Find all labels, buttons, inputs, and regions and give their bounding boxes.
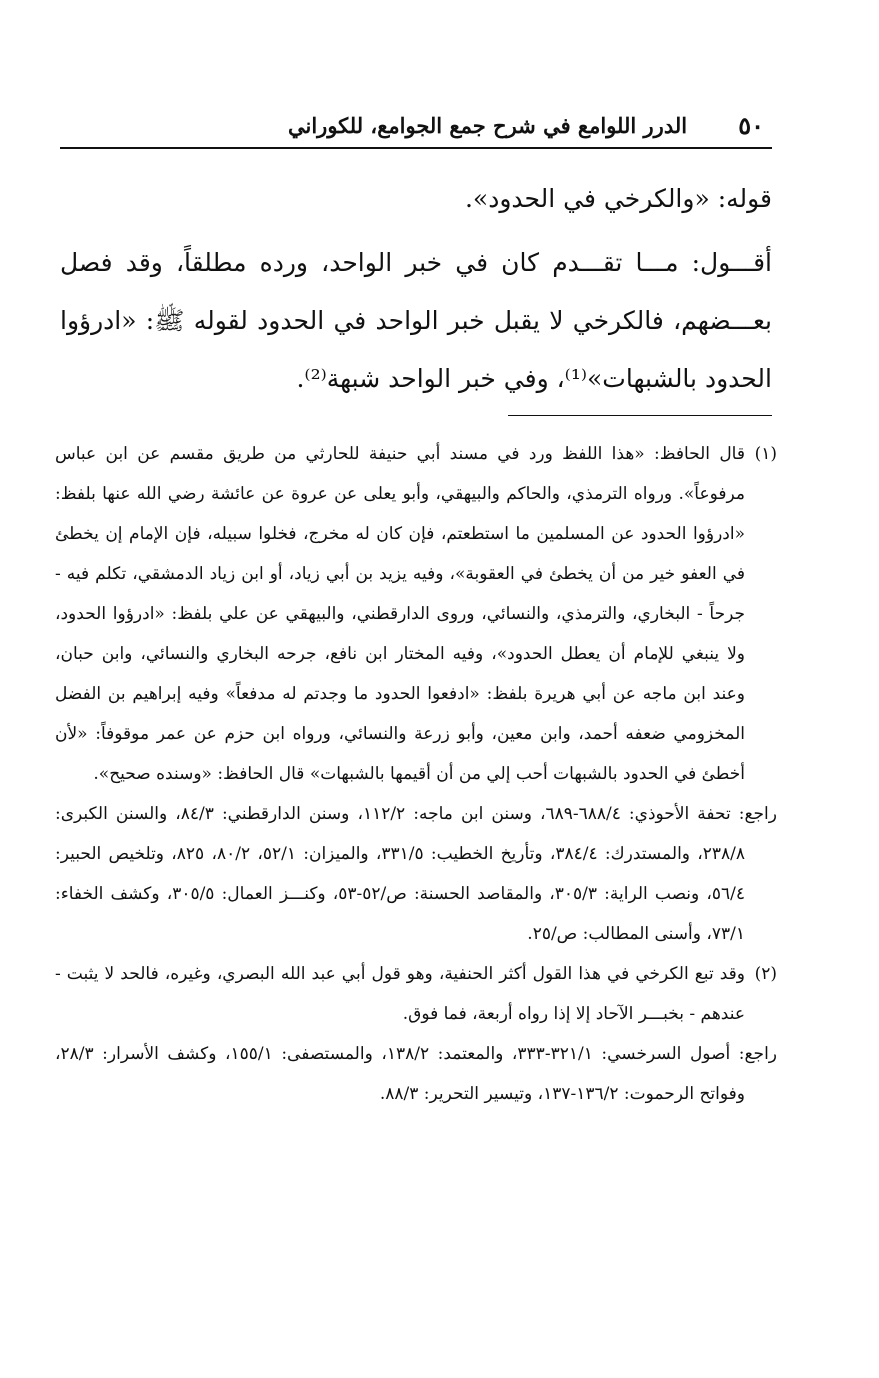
footnote-text: وقد تبع الكرخي في هذا القول أكثر الحنفية، وهو قول أبي عبد الله البصري، وغيره، فالحد لا يثبت - عندهم - بخبـــر الآحاد إلا إذا رواه أربعة، فما فوق. bbox=[55, 964, 745, 1024]
page-number: ٥٠ bbox=[738, 111, 764, 140]
running-title: الدرر اللوامع في شرح جمع الجوامع، للكوراني bbox=[288, 113, 688, 138]
commentary-paragraph: أقـــول: مـــا تقـــدم كان في خبر الواحد، ورده مطلقاً، وقد فصل بعـــضهم، فالكرخي لا يقبل خبر الواحد في الحدود لقوله ﷺ: «ادرؤوا الحدود بالشبهات»⁽¹⁾، وفي خبر الواحد شبهة⁽²⁾. bbox=[60, 248, 772, 393]
quoted-matn: قوله: «والكرخي في الحدود». bbox=[464, 184, 772, 213]
page-header bbox=[60, 105, 772, 149]
footnote-2 bbox=[55, 954, 777, 1034]
footnote-2-references: راجع: أصول السرخسي: ٣٢١/١-٣٣٣، والمعتمد: ١٣٨/٢، والمستصفى: ١٥٥/١، وكشف الأسرار: ٢٨/٣، وفواتح الرحموت: ١٣٦/٢-١٣٧، وتيسير التحرير: ٨٨/٣. bbox=[55, 1044, 777, 1104]
main-text bbox=[60, 170, 772, 408]
footnotes bbox=[55, 434, 777, 1114]
footnote-1 bbox=[55, 434, 777, 794]
footnote-1-references: راجع: تحفة الأحوذي: ٦٨٨/٤-٦٨٩، وسنن ابن ماجه: ١١٢/٢، وسنن الدارقطني: ٨٤/٣، والسنن الكبرى: ٢٣٨/٨، والمستدرك: ٣٨٤/٤، وتأريخ الخطيب: ٣٣١/٥، والميزان: ٥٢/١، ٨٠/٢، ٨٢٥، وتلخيص الحبير: ٥٦/٤، ونصب الراية: ٣٠٥/٣، والمقاصد الحسنة: ص/٥٢-٥٣، وكنـــز العمال: ٣٠٥/٥، وكشف الخفاء: ٧٣/١، وأسنى المطالب: ص/٢٥. bbox=[55, 804, 777, 944]
footnote-separator bbox=[508, 415, 772, 416]
footnote-number: (٢) bbox=[754, 964, 777, 984]
footnote-number: (١) bbox=[754, 444, 777, 464]
footnote-text: قال الحافظ: «هذا اللفظ ورد في مسند أبي حنيفة للحارثي من طريق مقسم عن ابن عباس مرفوعاً». ورواه الترمذي، والحاكم والبيهقي، وأبو يعلى عن عروة عن عائشة رضي الله عنها بلفظ: «ادرؤوا الحدود عن المسلمين ما استطعتم، فإن كان له مخرج، فخلوا سبيله، فإن الإمام إن يخطئ في العفو خير من أن يخطئ في العقوبة»، وفيه يزيد بن أبي زياد، أو ابن زياد الدمشقي، تكلم فيه - جرحاً - البخاري، والترمذي، والنسائي، وروى الدارقطني، والبيهقي عن علي بلفظ: «ادرؤوا الحدود، ولا ينبغي للإمام أن يعطل الحدود»، وفيه المختار ابن نافع، جرحه البخاري والنسائي، وابن حبان، وعند ابن ماجه عن أبي هريرة بلفظ: «ادفعوا الحدود ما وجدتم له مدفعاً» وفيه إبراهيم بن الفضل المخزومي ضعفه أحمد، وابن معين، وأبو زرعة والنسائي، ورواه ابن حزم عن عمر موقوفاً: «لأن أخطئ في الحدود بالشبهات أحب إلي من أن أقيمها بالشبهات» قال الحافظ: «وسنده صحيح». bbox=[55, 444, 745, 784]
